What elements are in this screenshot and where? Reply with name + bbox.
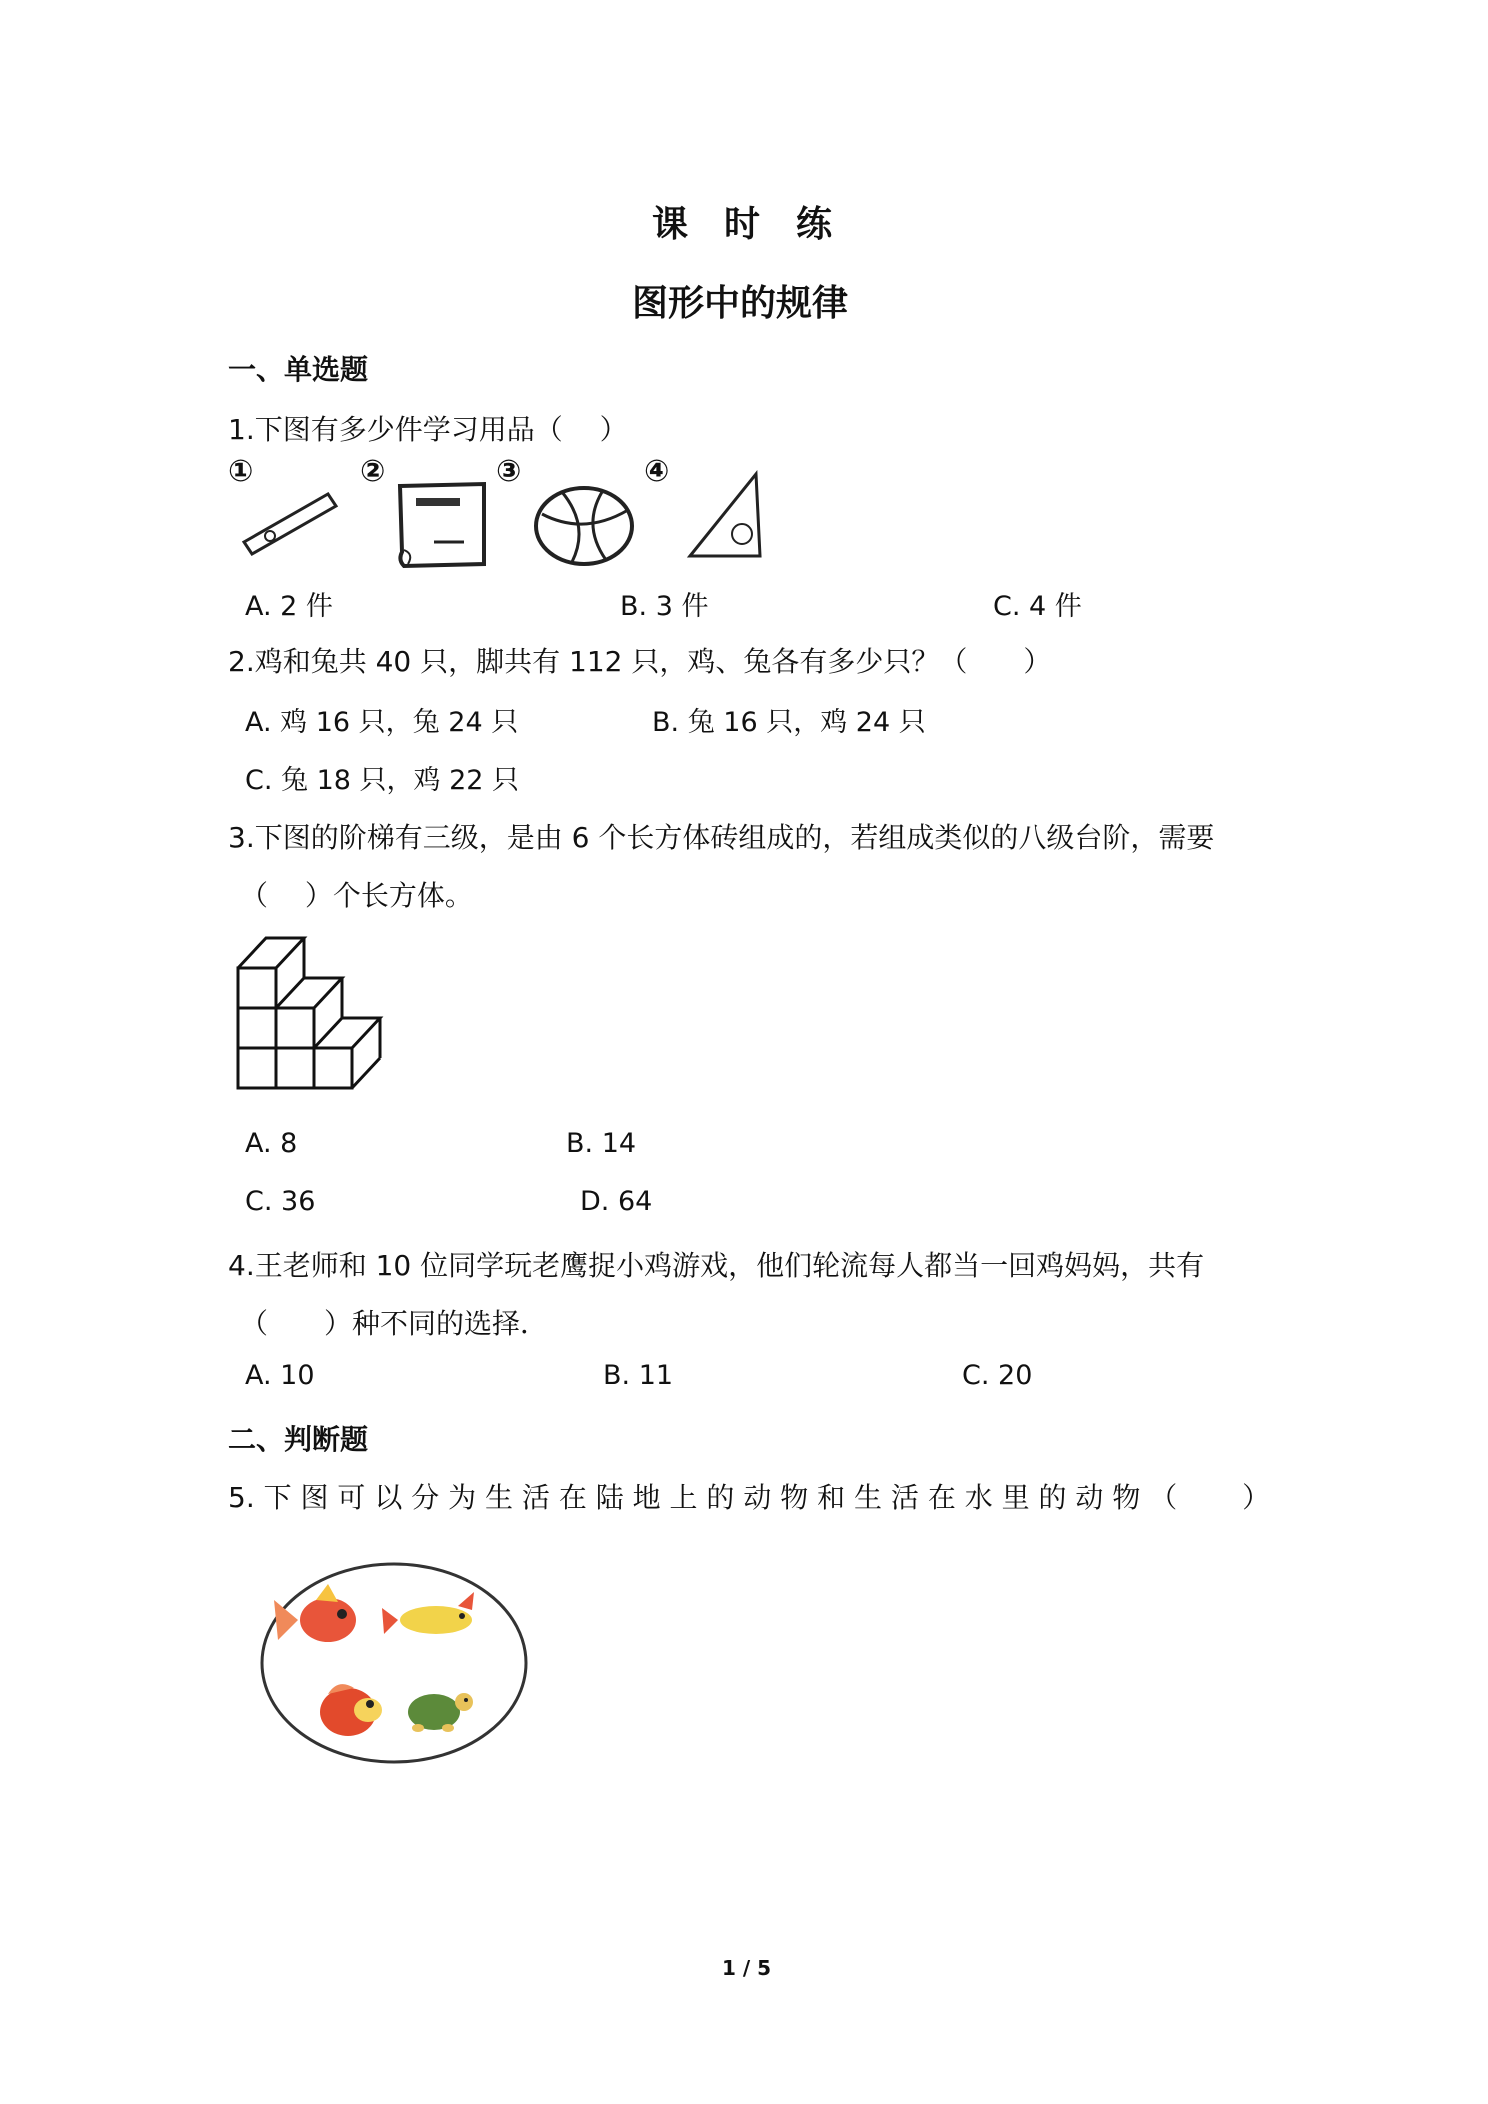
figure-label-4: ④ bbox=[644, 454, 670, 489]
fish-icon bbox=[382, 1592, 474, 1634]
page-number: 1 / 5 bbox=[722, 1956, 772, 1980]
question-2-text: 2.鸡和兔共 40 只，脚共有 112 只，鸡、兔各有多少只？（ ） bbox=[228, 645, 1052, 678]
question-4-text-line1: 4.王老师和 10 位同学玩老鹰捉小鸡游戏，他们轮流每人都当一回鸡妈妈，共有 bbox=[228, 1249, 1205, 1282]
q4-option-a[interactable]: A. 10 bbox=[245, 1360, 315, 1391]
q2-option-a[interactable]: A. 鸡 16 只，兔 24 只 bbox=[245, 707, 519, 738]
q1-option-a[interactable]: A. 2 件 bbox=[245, 591, 333, 622]
staircase-figure bbox=[236, 930, 412, 1090]
q3-option-a[interactable]: A. 8 bbox=[245, 1128, 298, 1159]
set-square-figure bbox=[686, 470, 766, 560]
question-4-text-line2: （ ）种不同的选择． bbox=[240, 1307, 549, 1340]
question-3-text-line2: （ ）个长方体。 bbox=[240, 879, 473, 912]
figure-label-3: ③ bbox=[496, 454, 522, 489]
q3-option-c[interactable]: C. 36 bbox=[245, 1186, 316, 1217]
q3-option-d[interactable]: D. 64 bbox=[580, 1186, 653, 1217]
q1-option-c[interactable]: C. 4 件 bbox=[993, 591, 1082, 622]
crab-icon bbox=[320, 1684, 382, 1736]
question-3-text-line1: 3.下图的阶梯有三级，是由 6 个长方体砖组成的，若组成类似的八级台阶，需要 bbox=[228, 821, 1215, 854]
page-subtitle: 图形中的规律 bbox=[632, 283, 849, 324]
section-heading-true-false: 二、判断题 bbox=[228, 1423, 369, 1456]
page-title: 课 时 练 bbox=[652, 204, 833, 245]
figure-label-1: ① bbox=[228, 454, 254, 489]
ball-figure bbox=[532, 484, 636, 568]
q4-option-b[interactable]: B. 11 bbox=[603, 1360, 674, 1391]
goldfish-icon bbox=[274, 1584, 356, 1642]
q2-option-c[interactable]: C. 兔 18 只，鸡 22 只 bbox=[245, 765, 520, 796]
notebook-figure bbox=[394, 480, 490, 570]
section-heading-single-choice: 一、单选题 bbox=[228, 353, 369, 386]
question-5-text: 5. 下 图 可 以 分 为 生 活 在 陆 地 上 的 动 物 和 生 活 在 水 里 的 动 物 （ ） bbox=[228, 1481, 1271, 1514]
figure-label-2: ② bbox=[360, 454, 386, 489]
q1-option-b[interactable]: B. 3 件 bbox=[620, 591, 709, 622]
q3-option-b[interactable]: B. 14 bbox=[566, 1128, 637, 1159]
turtle-icon bbox=[408, 1693, 473, 1732]
question-1-text: 1.下图有多少件学习用品（ ） bbox=[228, 413, 628, 446]
ruler-figure bbox=[240, 490, 340, 560]
q2-option-b[interactable]: B. 兔 16 只，鸡 24 只 bbox=[652, 707, 926, 738]
q4-option-c[interactable]: C. 20 bbox=[962, 1360, 1033, 1391]
animals-oval-figure bbox=[258, 1560, 530, 1766]
